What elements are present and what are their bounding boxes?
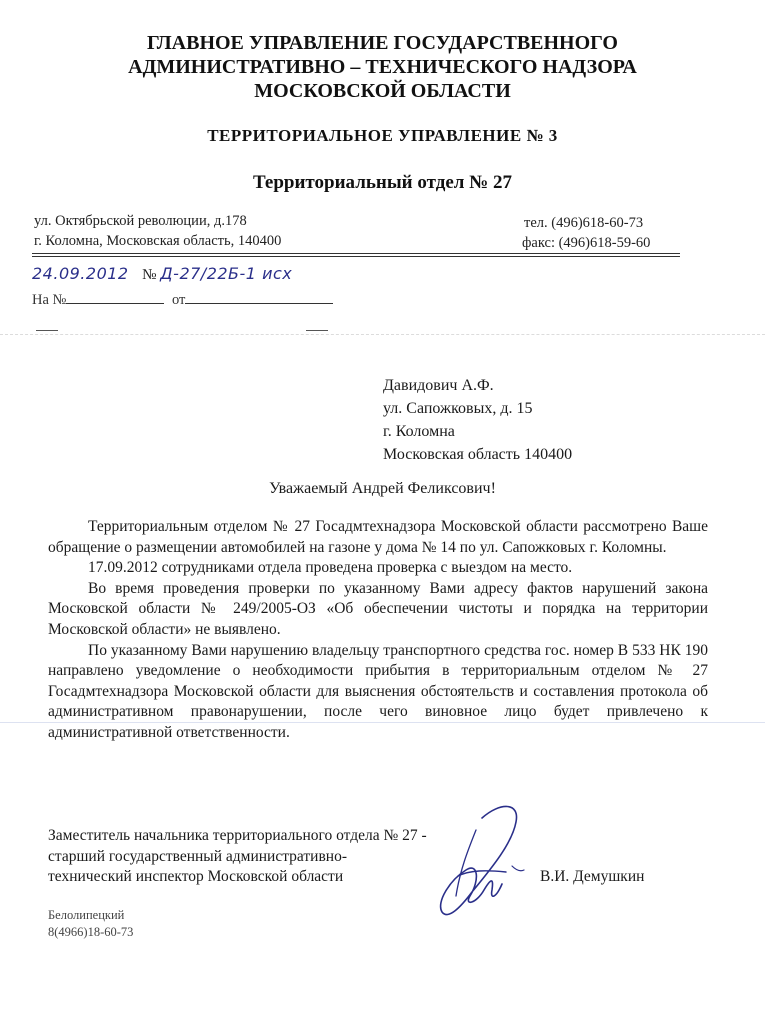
org-title-line3: МОСКОВСКОЙ ОБЛАСТИ: [254, 80, 511, 102]
fax: факс: (496)618-59-60: [522, 235, 651, 251]
recipient-region: Московская область 140400: [383, 446, 573, 463]
reply-reference-line: [32, 290, 333, 309]
letter-body: [48, 517, 708, 744]
greeting: Уважаемый Андрей Феликсович!: [269, 480, 496, 497]
recipient-name: Давидович А.Ф.: [383, 377, 494, 394]
registration-date: 24.09.2012: [32, 264, 129, 283]
executor-name: Белолипецкий: [48, 908, 125, 922]
registration-number-label: №: [142, 267, 157, 283]
registration-line: [32, 264, 292, 284]
executor-phone: 8(4966)18-60-73: [48, 925, 134, 939]
body-paragraph: Во время проведения проверки по указанному Вами адресу фактов нарушений закона Московской области № 249/2005-ОЗ «Об обеспечении чистоты и порядка на территории Московской области» не выявлено.: [48, 579, 708, 638]
recipient-city: г. Коломна: [383, 423, 455, 440]
reply-to-label: На №: [32, 292, 67, 308]
address-line2: г. Коломна, Московская область, 140400: [34, 233, 282, 249]
org-title-line2: АДМИНИСТРАТИВНО – ТЕХНИЧЕСКОГО НАДЗОРА: [128, 56, 637, 78]
header-divider: [32, 253, 680, 254]
signatory-name: В.И. Демушкин: [540, 868, 645, 885]
address-line1: ул. Октябрьской революции, д.178: [34, 213, 247, 229]
header-divider-thin: [32, 256, 680, 257]
body-paragraph: Территориальным отделом № 27 Госадмтехнадзора Московской области рассмотрено Ваше обращение о размещении автомобилей на газоне у дома № 14 по ул. Сапожковых г. Коломны.: [48, 518, 708, 556]
handwritten-signature: [420, 800, 540, 930]
registration-number: Д-27/22Б-1 исх: [160, 264, 293, 283]
signature-position-line3: технический инспектор Московской области: [48, 868, 344, 886]
fold-line-middle: [0, 722, 765, 723]
office-title: Территориальный отдел № 27: [252, 172, 513, 193]
signature-position-line2: старший государственный административно-: [48, 847, 348, 865]
signature-position-line1: Заместитель начальника территориального отдела № 27 -: [48, 827, 427, 844]
org-title-line1: ГЛАВНОЕ УПРАВЛЕНИЕ ГОСУДАРСТВЕННОГО: [147, 32, 618, 54]
phone: тел. (496)618-60-73: [524, 215, 644, 231]
body-paragraph: По указанному Вами нарушению владельцу транспортного средства гос. номер В 533 НК 190 направлено уведомление о необходимости прибытия в территориальным отделом № 27 Госадмтехнадзора Московской области для выяснения обстоятельств и составления протокола об административном правонарушении, после чего виновное лицо будет привлечено к административной ответственности.: [48, 641, 708, 741]
body-paragraph: 17.09.2012 сотрудниками отдела проведена проверка с выездом на место.: [88, 559, 573, 577]
recipient-block: [383, 374, 743, 466]
department-title: ТЕРРИТОРИАЛЬНОЕ УПРАВЛЕНИЕ № 3: [207, 126, 558, 145]
recipient-street: ул. Сапожковых, д. 15: [383, 400, 533, 417]
fold-line-top: [0, 334, 765, 335]
reply-from-label: от: [172, 292, 186, 308]
